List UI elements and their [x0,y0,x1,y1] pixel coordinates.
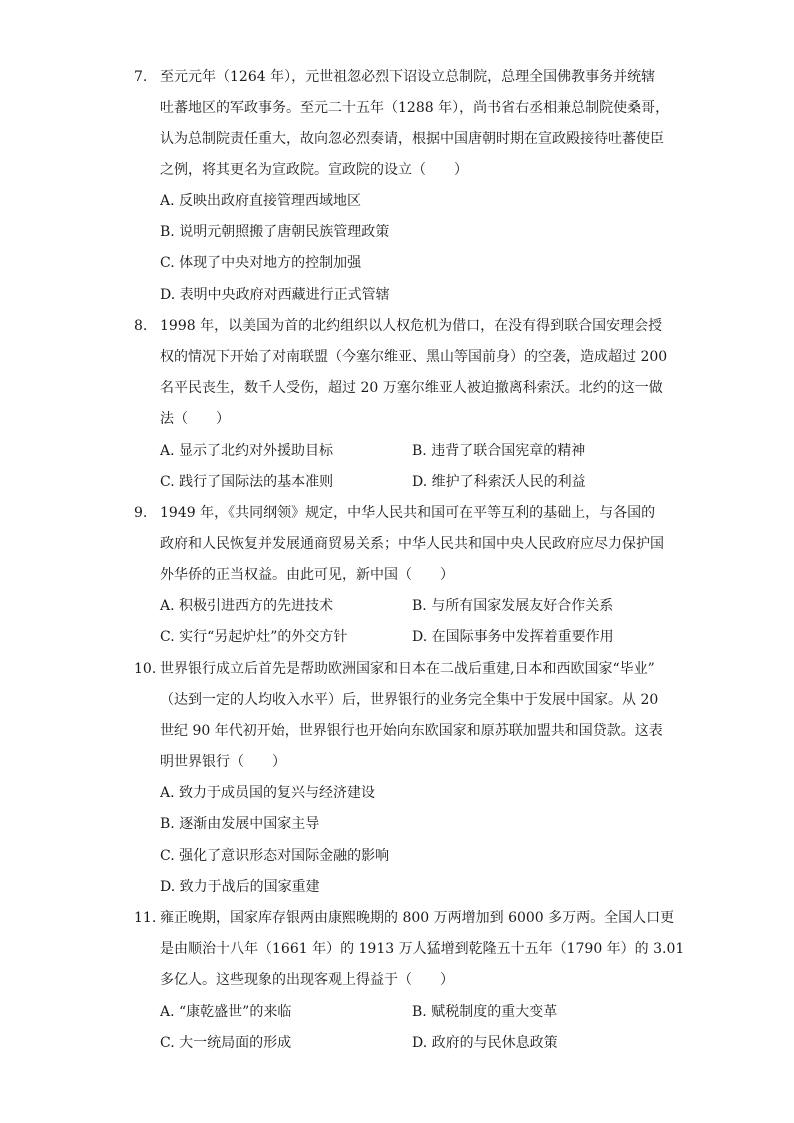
question-text-line: 是由顺治十八年（1661 年）的 1913 万人猛增到乾隆五十五年（1790 年）的 3.01 [160,941,685,957]
question-text-line: 世界银行成立后首先是帮助欧洲国家和日本在二战后重建,日本和西欧国家“毕业” [160,661,655,677]
option-b[interactable]: B. 逐渐由发展中国家主导 [160,816,320,832]
question-text-line: 吐蕃地区的军政事务。至元二十五年（1288 年），尚书省右丞相兼总制院使桑哥， [160,100,670,116]
question-text-line: 雍正晚期，国家库存银两由康熙晚期的 800 万两增加到 6000 多万两。全国人口更 [160,910,675,926]
question-text-line: 至元元年（1264 年），元世祖忽必烈下诏设立总制院，总理全国佛教事务并统辖 [160,69,656,85]
option-b[interactable]: B. 违背了联合国宪章的精神 [412,443,586,459]
option-a[interactable]: A. 显示了北约对外援助目标 [160,443,334,459]
option-a[interactable]: A. 积极引进西方的先进技术 [160,598,334,614]
option-c[interactable]: C. 实行“另起炉灶”的外交方针 [160,629,348,645]
question-number: 11. [134,910,157,926]
option-d[interactable]: D. 维护了科索沃人民的利益 [412,474,586,490]
question-text-line: 权的情况下开始了对南联盟（今塞尔维亚、黑山等国前身）的空袭，造成超过 200 [160,349,668,365]
question-text-line: 世纪 90 年代初开始，世界银行也开始向东欧国家和原苏联加盟共和国贷款。这表 [160,723,663,739]
option-c[interactable]: C. 强化了意识形态对国际金融的影响 [160,848,390,864]
question-text-line: 认为总制院责任重大，故向忽必烈奏请，根据中国唐朝时期在宣政殿接待吐蕃使臣 [160,131,664,147]
question-text-line: （达到一定的人均收入水平）后，世界银行的业务完全集中于发展中国家。从 20 [160,692,659,708]
question-text-line: 明世界银行（ ） [160,754,286,770]
question-text-line: 法（ ） [160,411,230,427]
question-text-line: 1998 年，以美国为首的北约组织以人权危机为借口，在没有得到联合国安理会授 [160,318,663,334]
question-text-line: 政府和人民恢复并发展通商贸易关系；中华人民共和国中央人民政府应尽力保护国 [160,536,664,552]
question-number: 10. [134,661,157,677]
option-d[interactable]: D. 表明中央政府对西藏进行正式管辖 [160,287,390,303]
option-d[interactable]: D. 致力于战后的国家重建 [160,879,320,895]
option-a[interactable]: A. 反映出政府直接管理西域地区 [160,193,362,209]
option-d[interactable]: D. 在国际事务中发挥着重要作用 [412,629,614,645]
option-c[interactable]: C. 践行了国际法的基本准则 [160,474,334,490]
question-text-line: 名平民丧生，数千人受伤，超过 20 万塞尔维亚人被迫撤离科索沃。北约的这一做 [160,380,663,396]
question-text-line: 外华侨的正当权益。由此可见，新中国（ ） [160,567,454,583]
question-number: 9. [134,505,148,521]
question-number: 8. [134,318,148,334]
question-number: 7. [134,69,148,85]
option-b[interactable]: B. 与所有国家发展友好合作关系 [412,598,614,614]
option-b[interactable]: B. 说明元朝照搬了唐朝民族管理政策 [160,224,390,240]
question-text-line: 之例，将其更名为宣政院。宣政院的设立（ ） [160,162,468,178]
option-a[interactable]: A. 致力于成员国的复兴与经济建设 [160,785,376,801]
question-text-line: 多亿人。这些现象的出现客观上得益于（ ） [160,972,454,988]
option-c[interactable]: C. 体现了中央对地方的控制加强 [160,255,362,271]
option-b[interactable]: B. 赋税制度的重大变革 [412,1004,558,1020]
option-c[interactable]: C. 大一统局面的形成 [160,1035,292,1051]
option-a[interactable]: A. “康乾盛世”的来临 [160,1004,292,1020]
question-text-line: 1949 年，《共同纲领》规定，中华人民共和国可在平等互利的基础上，与各国的 [160,505,656,521]
option-d[interactable]: D. 政府的与民休息政策 [412,1035,558,1051]
